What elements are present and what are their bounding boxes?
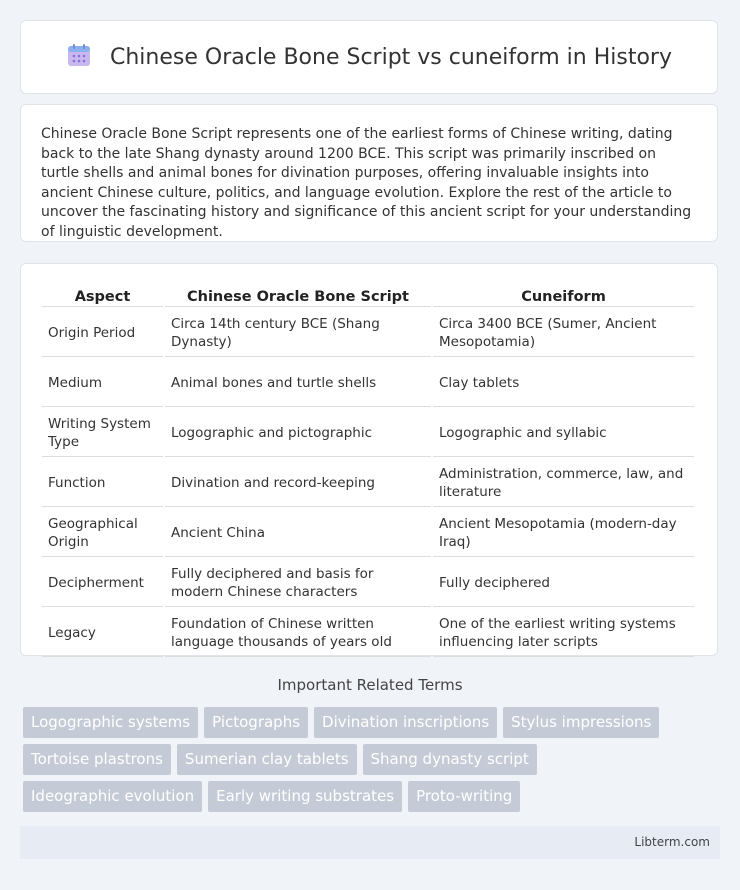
- related-term-tag[interactable]: Shang dynasty script: [363, 744, 537, 775]
- related-term-tag[interactable]: Sumerian clay tablets: [177, 744, 357, 775]
- comparison-table: [40, 284, 696, 659]
- table-cell: Decipherment: [42, 559, 163, 607]
- table-row: [42, 509, 694, 557]
- table-cell: Ancient Mesopotamia (modern-day Iraq): [433, 509, 694, 557]
- table-cell: One of the earliest writing systems influencing later scripts: [433, 609, 694, 657]
- table-cell: Clay tablets: [433, 359, 694, 407]
- table-cell: Function: [42, 459, 163, 507]
- table-row: [42, 459, 694, 507]
- table-cell: Foundation of Chinese written language thousands of years old: [165, 609, 431, 657]
- table-row: [42, 359, 694, 407]
- table-cell: Geographical Origin: [42, 509, 163, 557]
- table-cell: Fully deciphered: [433, 559, 694, 607]
- header-card: [20, 20, 718, 94]
- page-title: Chinese Oracle Bone Script vs cuneiform in History: [110, 44, 672, 70]
- column-header: Cuneiform: [433, 286, 694, 307]
- footer: [20, 826, 720, 859]
- table-cell: Divination and record-keeping: [165, 459, 431, 507]
- related-terms-tags: [23, 707, 713, 818]
- table-cell: Administration, commerce, law, and literature: [433, 459, 694, 507]
- intro-text: Chinese Oracle Bone Script represents one of the earliest forms of Chinese writing, dating back to the late Shang dynasty around 1200 BCE. This script was primarily inscribed on turtle shells and animal bones for divination purposes, offering invaluable insights into ancient Chinese culture, politics, and language evolution. Explore the rest of the article to uncover the fascinating history and significance of this ancient script for your understanding of linguistic development.: [41, 126, 692, 240]
- column-header: Chinese Oracle Bone Script: [165, 286, 431, 307]
- related-term-tag[interactable]: Early writing substrates: [208, 781, 402, 812]
- related-term-tag[interactable]: Proto-writing: [408, 781, 520, 812]
- table-row: [42, 309, 694, 357]
- table-cell: Legacy: [42, 609, 163, 657]
- related-term-tag[interactable]: Tortoise plastrons: [23, 744, 171, 775]
- related-term-tag[interactable]: Logographic systems: [23, 707, 198, 738]
- table-cell: Circa 3400 BCE (Sumer, Ancient Mesopotamia): [433, 309, 694, 357]
- related-terms-title: Important Related Terms: [277, 676, 463, 694]
- intro-card: [20, 104, 718, 242]
- table-cell: Logographic and pictographic: [165, 409, 431, 457]
- calendar-icon: [66, 42, 92, 72]
- comparison-table-card: [20, 263, 718, 656]
- related-term-tag[interactable]: Pictographs: [204, 707, 308, 738]
- related-term-tag[interactable]: Ideographic evolution: [23, 781, 202, 812]
- footer-site-link[interactable]: Libterm.com: [634, 835, 710, 849]
- table-cell: Medium: [42, 359, 163, 407]
- related-term-tag[interactable]: Divination inscriptions: [314, 707, 497, 738]
- table-cell: Ancient China: [165, 509, 431, 557]
- table-cell: Logographic and syllabic: [433, 409, 694, 457]
- table-cell: Writing System Type: [42, 409, 163, 457]
- table-row: [42, 559, 694, 607]
- table-cell: Origin Period: [42, 309, 163, 357]
- column-header: Aspect: [42, 286, 163, 307]
- table-cell: Animal bones and turtle shells: [165, 359, 431, 407]
- table-cell: Fully deciphered and basis for modern Chinese characters: [165, 559, 431, 607]
- related-term-tag[interactable]: Stylus impressions: [503, 707, 659, 738]
- table-row: [42, 409, 694, 457]
- table-row: [42, 609, 694, 657]
- table-cell: Circa 14th century BCE (Shang Dynasty): [165, 309, 431, 357]
- table-header-row: [42, 286, 694, 307]
